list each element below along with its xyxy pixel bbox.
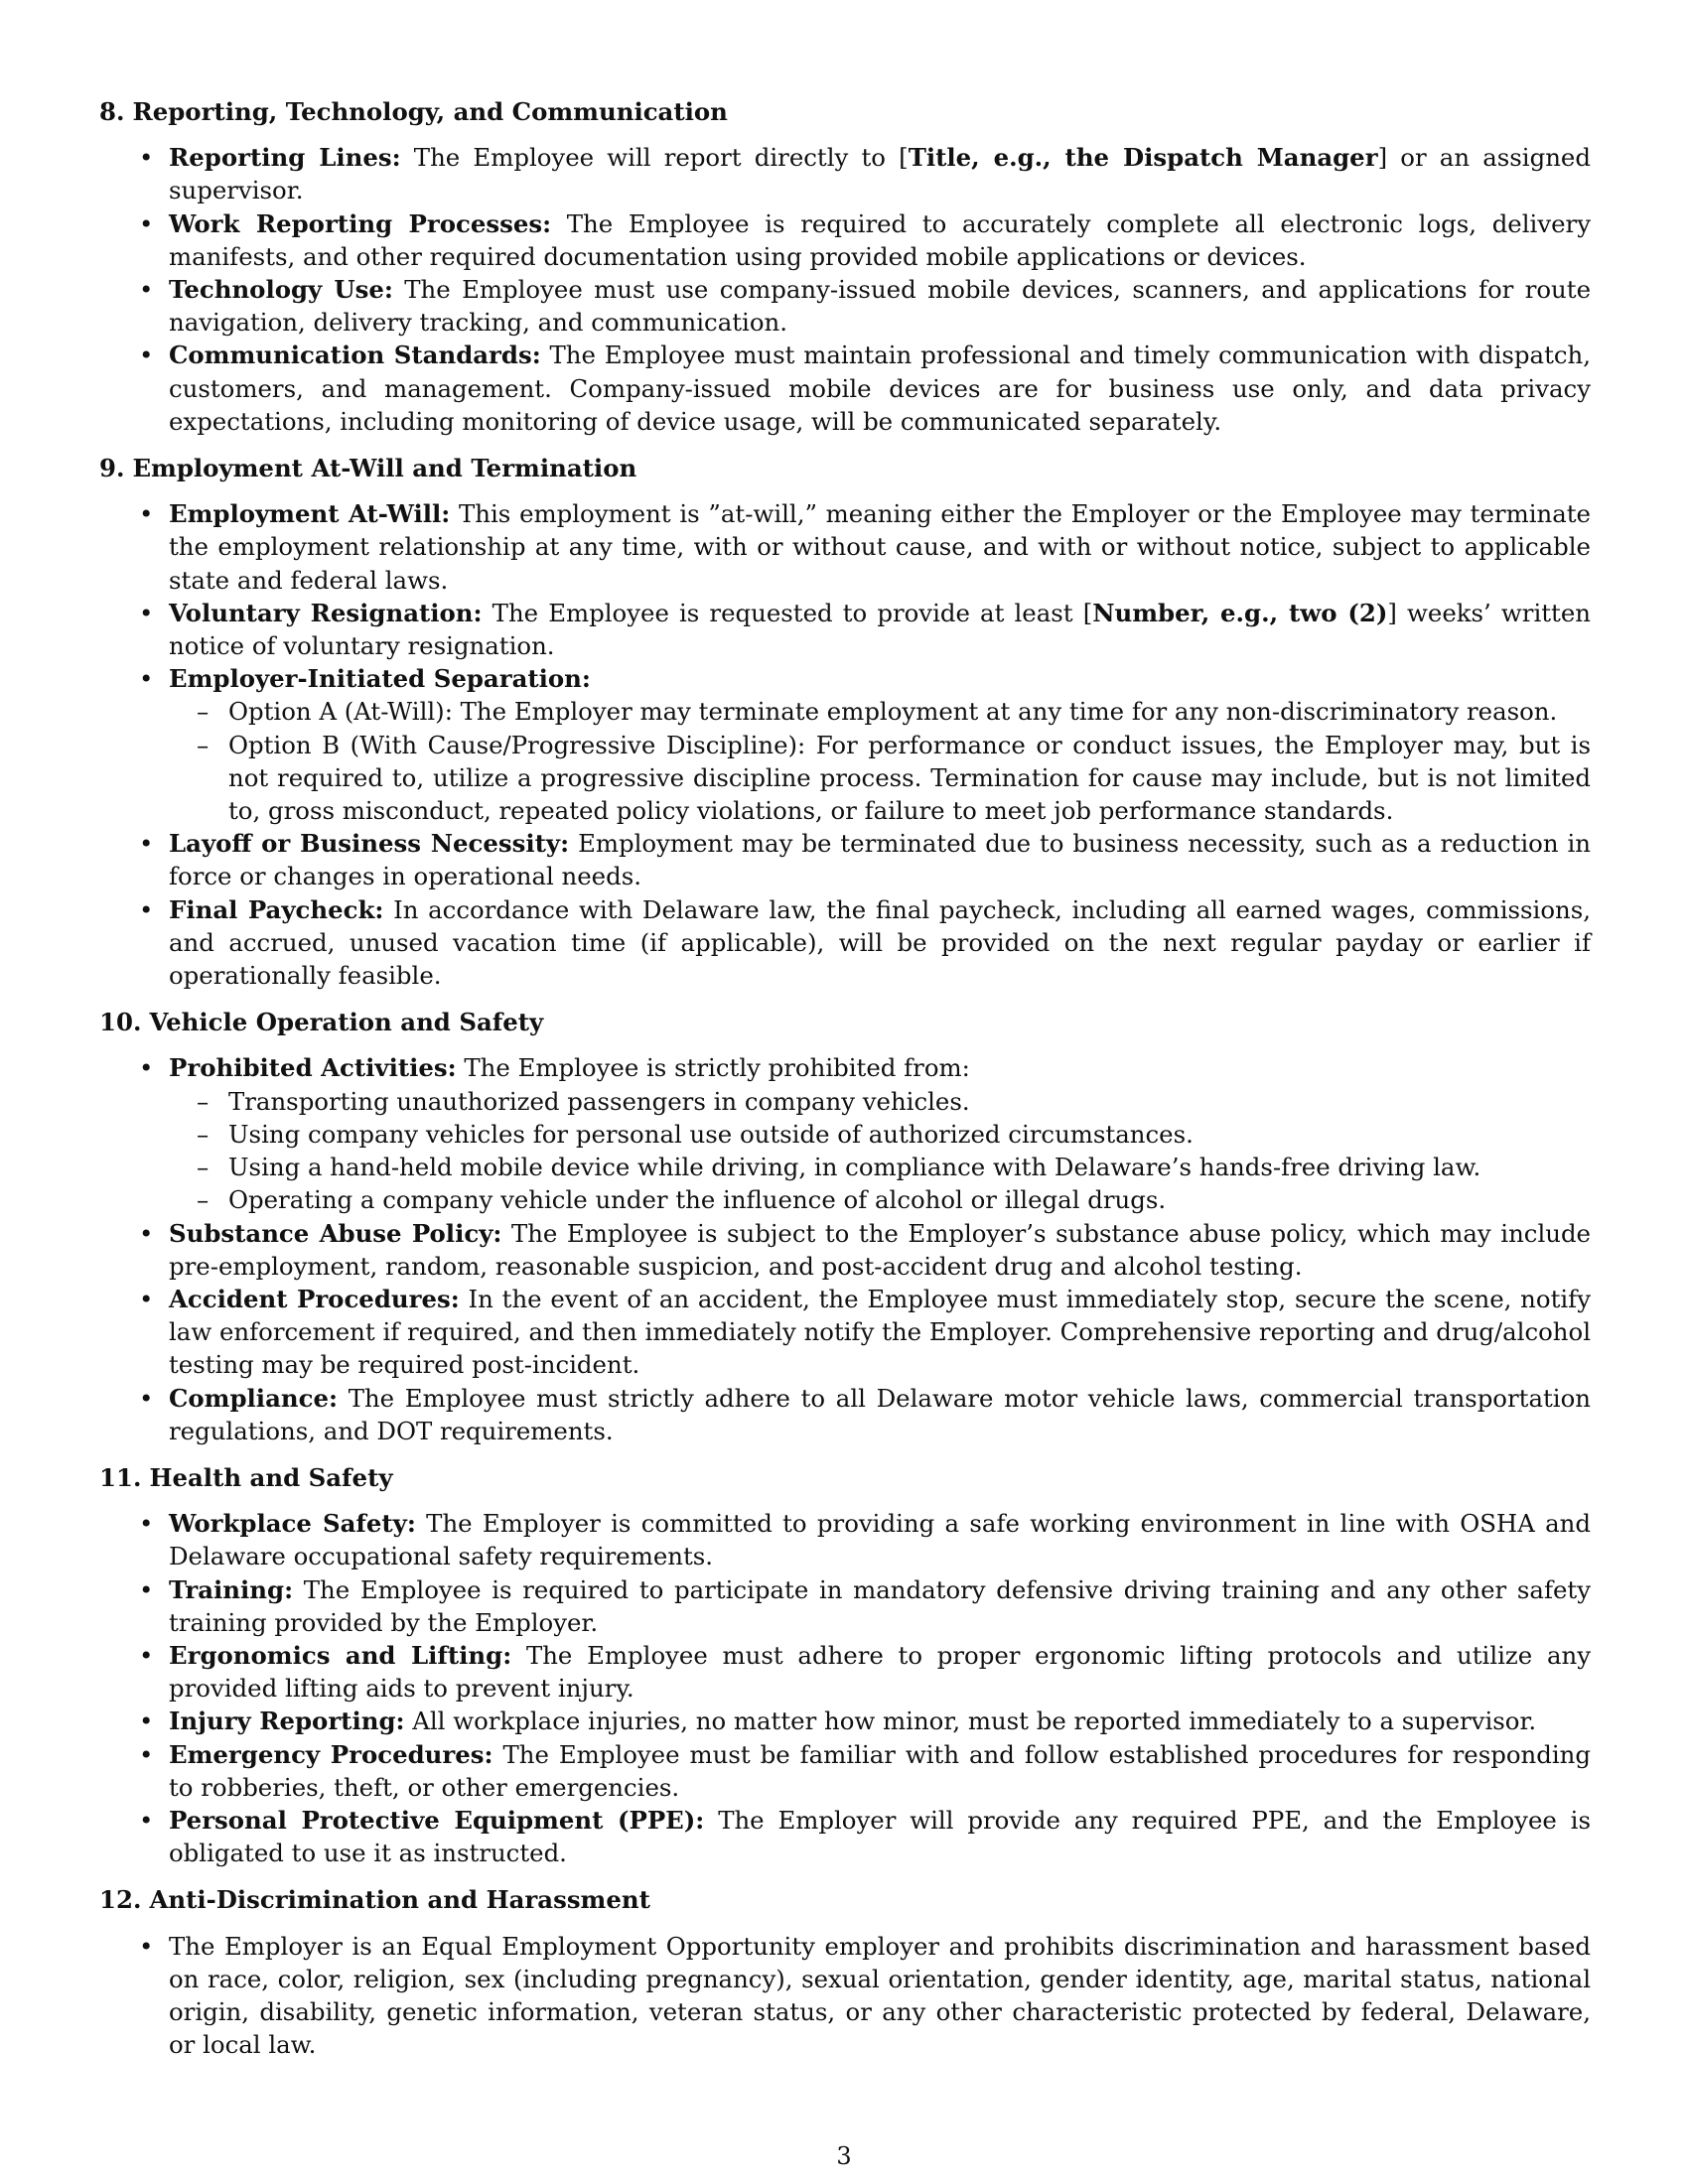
bullet-item (169, 662, 1591, 827)
item-text: The Employee must use company-issued mobile devices, scanners, and applications for route navigation, delivery tracking, and communication. (169, 275, 1591, 338)
item-text: The Employer is an Equal Employment Opportunity employer and prohibits discrimination and harassment based on race, color, religion, sex (including pregnancy), sexual orientation, gender identity, age, marital status, national origin, disability, genetic information, veteran status, or any other characteristic protected by federal, Delaware, or local law. (169, 1931, 1591, 2060)
item-text: The Employee must maintain professional and timely communication with dispatch, customers, and management. Company-issued mobile devices are for business use only, and data privacy expectations, including monitoring of device usage, will be communicated separately. (169, 341, 1591, 436)
section-title: Employment At-Will and Termination (132, 454, 637, 483)
section-title: Vehicle Operation and Safety (149, 1008, 544, 1037)
section-heading (99, 95, 1591, 128)
sub-list (169, 1085, 1591, 1217)
bullet-list (99, 1507, 1591, 1869)
item-label: Employer-Initiated Separation: (169, 664, 591, 694)
item-label: Compliance: (169, 1383, 338, 1413)
item-label: Prohibited Activities: (169, 1053, 457, 1083)
sub-item: – Transporting unauthorized passengers in company vehicles. (228, 1085, 1591, 1118)
document-page (99, 95, 1591, 2075)
item-text: The Employee must adhere to proper ergonomic lifting protocols and utilize any provided lifting aids to prevent injury. (169, 1640, 1591, 1704)
item-text: The Employee must be familiar with and follow established procedures for responding to robberies, theft, or other emergencies. (169, 1739, 1591, 1802)
bullet-item (169, 1382, 1591, 1447)
section-number: 9. (99, 454, 125, 483)
sub-item: – Using a hand-held mobile device while driving, in compliance with Delaware’s hands-free driving law. (228, 1151, 1591, 1183)
bullet-item (169, 827, 1591, 892)
item-text: All workplace injuries, no matter how minor, must be reported immediately to a supervisor. (412, 1706, 1537, 1736)
sub-list (169, 695, 1591, 827)
bullet-item: • Reporting Lines: The Employee will report directly to [Title, e.g., the Dispatch Manager] or an assigned supervisor. (169, 141, 1591, 206)
bullet-item (169, 1639, 1591, 1705)
item-text: The Employee is required to accurately complete all electronic logs, delivery manifests, and other required documentation using provided mobile applications or devices. (169, 208, 1591, 271)
item-text: In the event of an accident, the Employee must immediately stop, secure the scene, notify law enforcement if required, and then immediately notify the Employer. Comprehensive reporting and drug/alcohol testing may be required post-incident. (169, 1284, 1591, 1380)
bullet-item (169, 1507, 1591, 1572)
section-9 (99, 452, 1591, 992)
item-label: Final Paycheck: (169, 894, 384, 924)
item-label: Work Reporting Processes: (169, 208, 552, 238)
bullet-item (169, 1804, 1591, 1869)
bullet-list (99, 141, 1591, 438)
bullet-item: • Voluntary Resignation: The Employee is requested to provide at least [Number, e.g., two (2)] weeks’ written notice of voluntary resignation. (169, 597, 1591, 662)
page-number: 3 (836, 2142, 852, 2170)
bullet-item (169, 1051, 1591, 1216)
item-text: In accordance with Delaware law, the final paycheck, including all earned wages, commissions, and accrued, unused vacation time (if applicable), will be provided on the next regular payday or earlier if operationally feasible. (169, 894, 1591, 991)
bullet-item (169, 1217, 1591, 1283)
sub-item: – Operating a company vehicle under the influence of alcohol or illegal drugs. (228, 1183, 1591, 1216)
section-10 (99, 1006, 1591, 1447)
item-label: Emergency Procedures: (169, 1739, 493, 1769)
item-text: The Employee is required to participate in mandatory defensive driving training and any other safety training provided by the Employer. (169, 1574, 1591, 1637)
item-label: Injury Reporting: (169, 1706, 405, 1736)
section-title: Anti-Discrimination and Harassment (149, 1885, 650, 1915)
section-8 (99, 95, 1591, 438)
item-label: Training: (169, 1574, 294, 1604)
item-label: Accident Procedures: (169, 1284, 460, 1313)
section-heading (99, 1006, 1591, 1038)
bullet-item (169, 893, 1591, 993)
bullet-item (169, 207, 1591, 273)
item-text: The Employee must strictly adhere to all Delaware motor vehicle laws, commercial transportation regulations, and DOT requirements. (169, 1383, 1591, 1445)
bullet-item (169, 1573, 1591, 1639)
bullet-list (99, 1051, 1591, 1446)
template-placeholder: Number, e.g., two (2) (1092, 598, 1388, 627)
item-text: The Employer will provide any required PPE, and the Employee is obligated to use it as instructed. (169, 1805, 1591, 1868)
section-12 (99, 1883, 1591, 2061)
item-label: Substance Abuse Policy: (169, 1218, 502, 1248)
bullet-item (169, 1930, 1591, 2062)
sub-item: – Option B (With Cause/Progressive Discipline): For performance or conduct issues, the Employer may, but is not required to, utilize a progressive discipline process. Termination for cause may include, but is not limited to, gross misconduct, repeated policy violations, or failure to meet job performance standards. (228, 729, 1591, 828)
item-text: The Employer is committed to providing a safe working environment in line with OSHA and Delaware occupational safety requirements. (169, 1509, 1591, 1571)
section-number: 10. (99, 1008, 142, 1037)
section-title: Health and Safety (149, 1462, 393, 1492)
bullet-item (169, 1705, 1591, 1737)
item-text: The Employee is strictly prohibited from: (464, 1053, 970, 1083)
item-label: Voluntary Resignation: (169, 598, 483, 627)
sub-item: – Option A (At-Will): The Employer may terminate employment at any time for any non-discriminatory reason. (228, 695, 1591, 728)
section-number: 12. (99, 1885, 142, 1915)
bullet-item (169, 1738, 1591, 1804)
item-label: Employment At-Will: (169, 499, 451, 529)
section-11 (99, 1461, 1591, 1869)
item-label: Ergonomics and Lifting: (169, 1640, 512, 1670)
section-title: Reporting, Technology, and Communication (132, 97, 728, 126)
item-text: This employment is ”at-will,” meaning either the Employer or the Employee may terminate the employment relationship at any time, with or without cause, and with or without notice, subject to applicable state and federal laws. (169, 499, 1591, 595)
section-heading (99, 1461, 1591, 1494)
item-label: Technology Use: (169, 275, 393, 305)
item-label: Workplace Safety: (169, 1509, 416, 1539)
section-number: 11. (99, 1462, 142, 1492)
bullet-list (99, 1930, 1591, 2062)
bullet-item (169, 497, 1591, 597)
section-heading (99, 452, 1591, 484)
item-text: The Employee is subject to the Employer’s substance abuse policy, which may include pre-employment, random, reasonable suspicion, and post-accident drug and alcohol testing. (169, 1218, 1591, 1281)
item-label: Layoff or Business Necessity: (169, 829, 570, 859)
bullet-item (169, 339, 1591, 438)
item-label: Reporting Lines: (169, 143, 401, 173)
item-label: Personal Protective Equipment (PPE): (169, 1805, 705, 1835)
sub-item: – Using company vehicles for personal use outside of authorized circumstances. (228, 1118, 1591, 1151)
bullet-item (169, 1283, 1591, 1382)
item-text: Employment may be terminated due to business necessity, such as a reduction in force or changes in operational needs. (169, 829, 1592, 891)
bullet-item (169, 273, 1591, 339)
item-label: Communication Standards: (169, 341, 541, 370)
section-heading (99, 1883, 1591, 1916)
bullet-list (99, 497, 1591, 992)
template-placeholder: Title, e.g., the Dispatch Manager (908, 143, 1378, 173)
section-number: 8. (99, 97, 125, 126)
